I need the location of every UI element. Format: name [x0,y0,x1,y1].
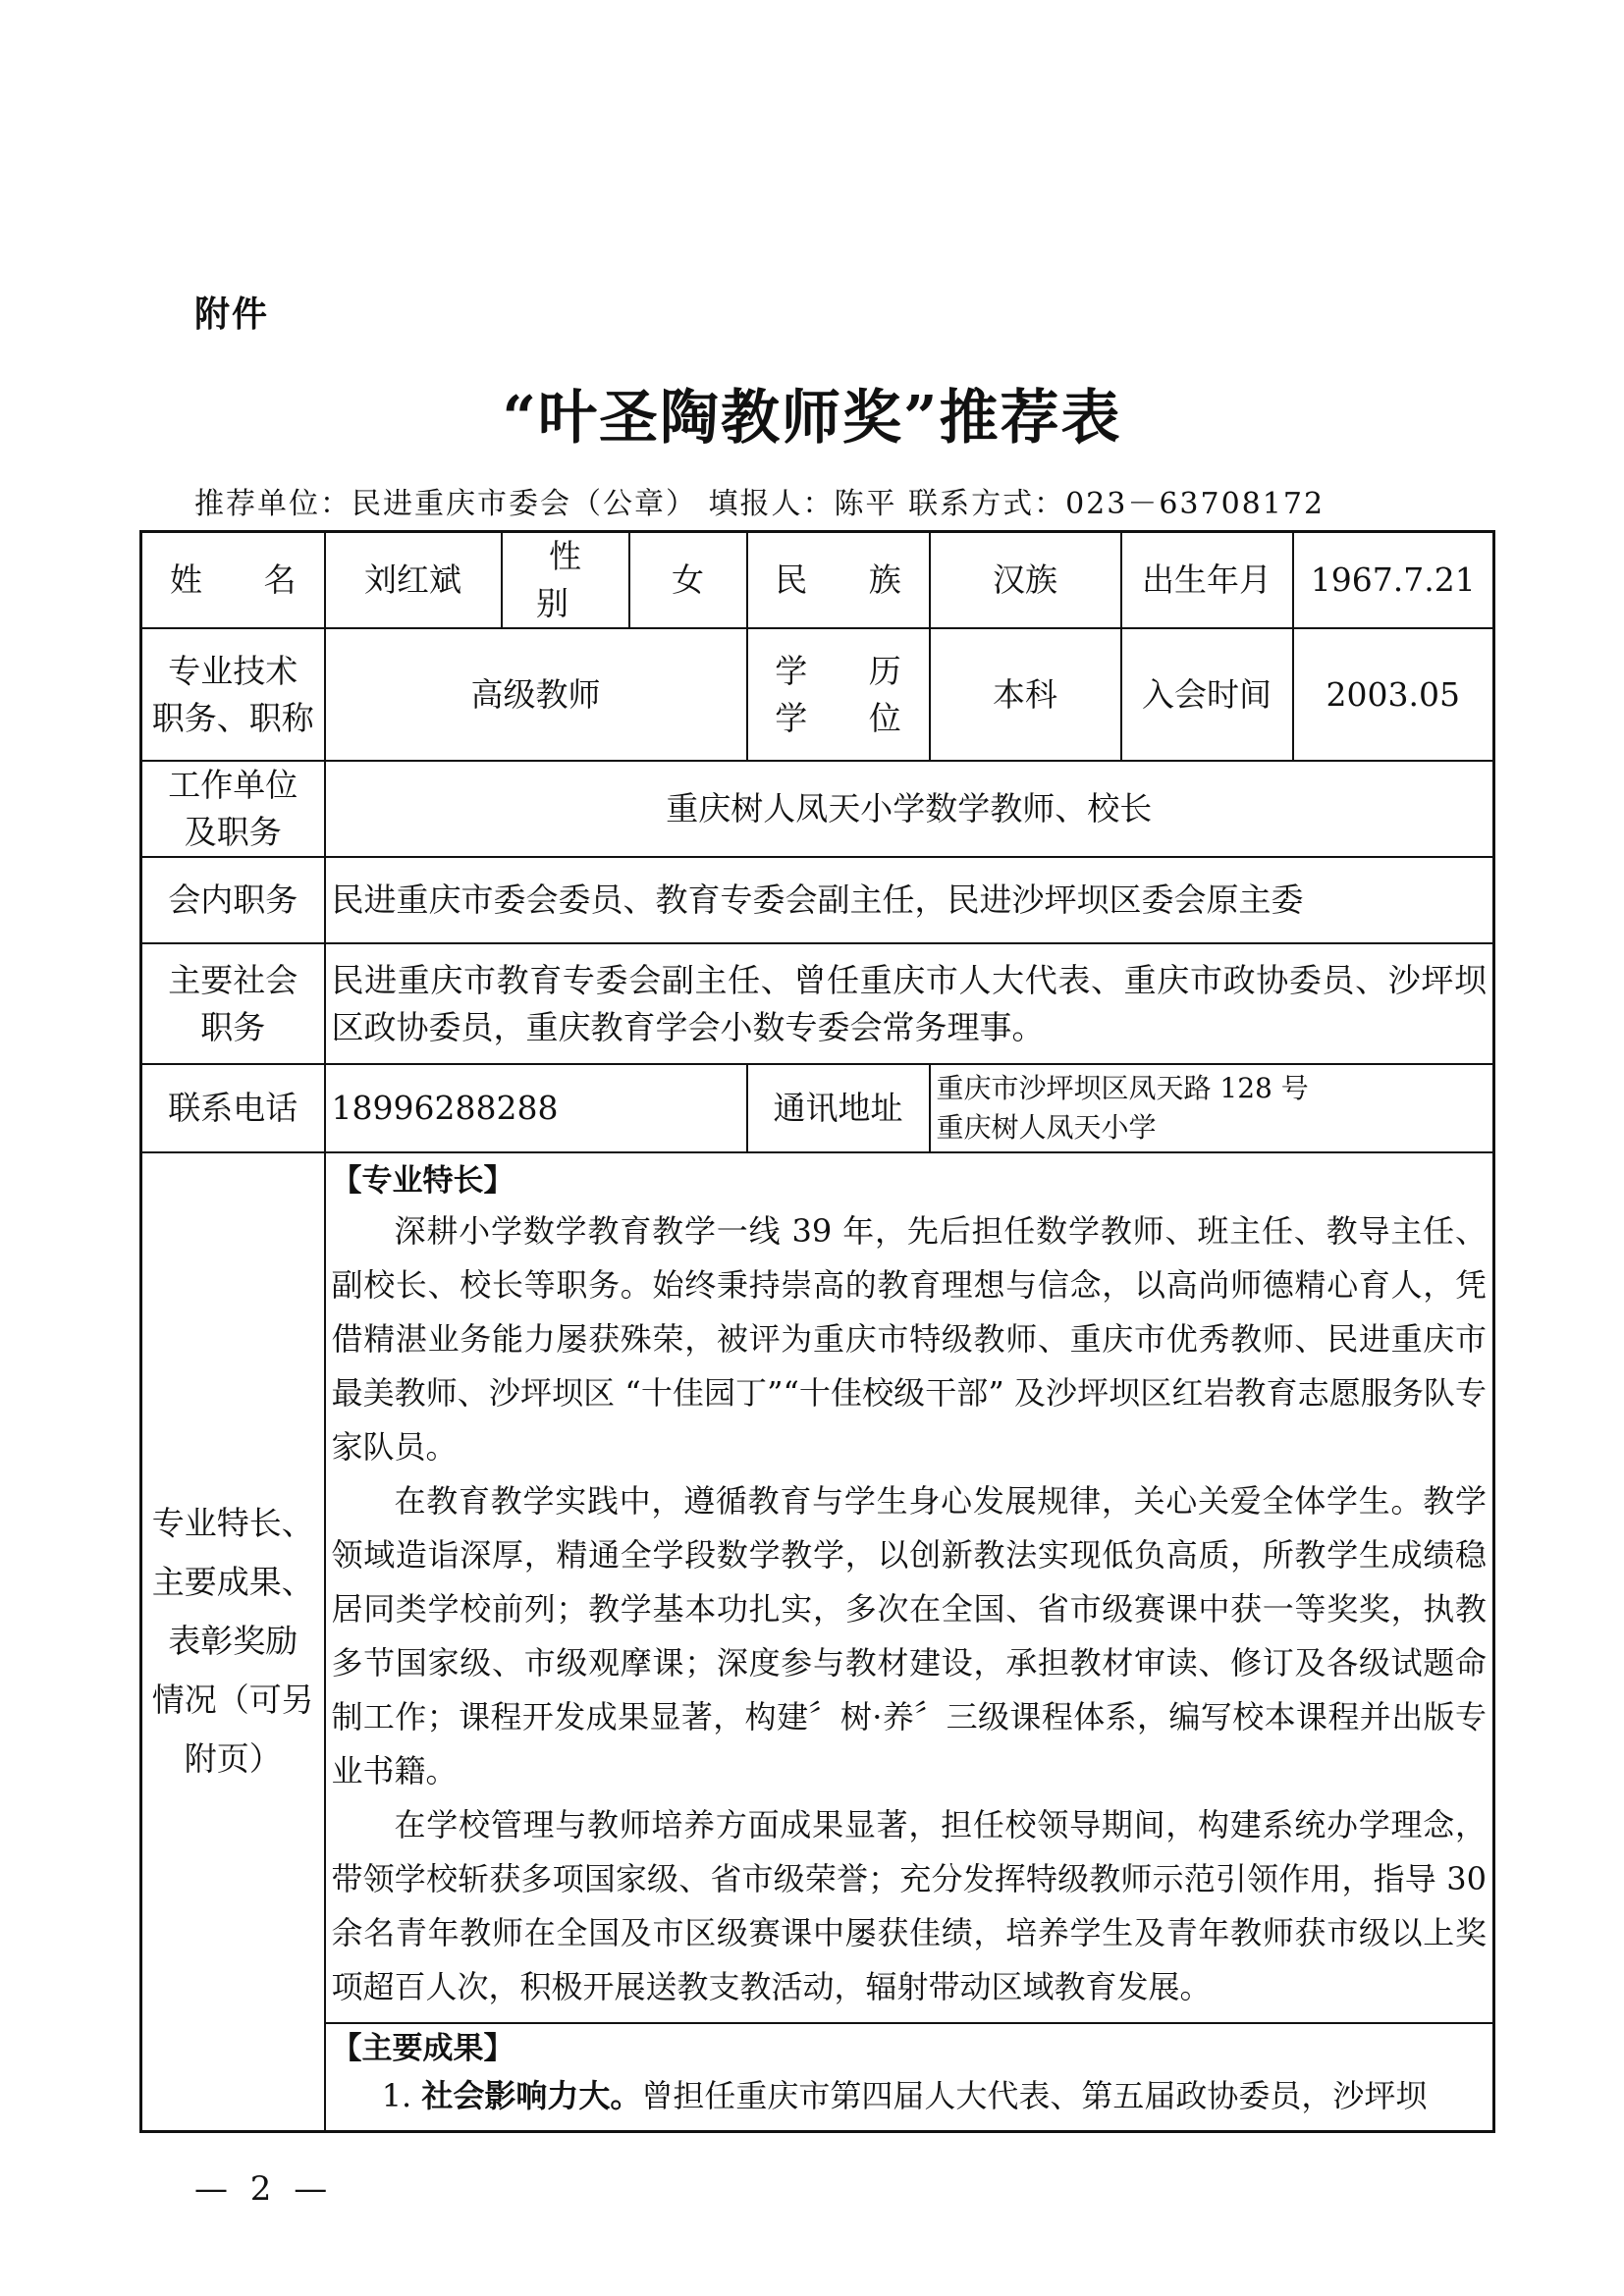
attachment-label: 附件 [194,294,270,335]
work-unit-value: 重庆树人凤天小学数学教师、校长 [325,761,1494,857]
specialty-paragraph-1: 深耕小学数学教育教学一线 39 年，先后担任数学教师、班主任、教导主任、副校长、校长等职务。始终秉持崇高的教育理想与信念，以高尚师德精心育人，凭借精湛业务能力屡获殊荣，被评为重庆市特级教师、重庆市优秀教师、民进重庆市最美教师、沙坪坝区 “十佳园丁”“十佳校级干部” 及沙坪坝区红岩教育志愿服务队专家队员。 [331,1212,1487,1466]
achievements-label-line5: 附页） [184,1739,282,1779]
gender-label: 性 别 [502,532,629,629]
social-post-label [141,943,325,1064]
ethnicity-label: 民 族 [747,532,930,629]
row-basic-info [141,532,1494,629]
achievement-item-1 [332,2071,1488,2120]
social-post-label-line2: 职务 [200,1007,266,1046]
achievements-heading: 【主要成果】 [331,2031,514,2066]
row-work-unit [141,761,1494,857]
achievements-label-line3: 表彰奖励 [168,1622,298,1661]
specialty-section [325,1152,1494,2023]
recommend-info-line: 推荐单位：民进重庆市委会（公章） 填报人：陈平 联系方式：023－63708172 [194,487,1326,521]
education-label-line2: 学 位 [775,698,927,737]
achievements-section [325,2023,1494,2131]
join-date-label: 入会时间 [1121,628,1293,761]
specialty-heading: 【专业特长】 [331,1163,514,1199]
education-label [747,628,930,761]
specialty-paragraph-2: 在教育教学实践中，遵循教育与学生身心发展规律，关心关爱全体学生。教学领域造诣深厚，精通全学段数学教学，以创新教法实现低负高质，所教学生成绩稳居同类学校前列；教学基本功扎实，多次在全国、省市级赛课中获一等奖奖，执教多节国家级、市级观摩课；深度参与教材建设，承担教材审读、修订及各级试题命制工作；课程开发成果显著，构建〞树·养〞三级课程体系，编写校本课程并出版专业书籍。 [331,1482,1487,1789]
work-unit-label-line2: 及职务 [184,813,282,851]
achievements-label [141,1152,325,2131]
recommendation-form-table [139,530,1495,2133]
row-social-post [141,943,1494,1064]
pro-title-label-line2: 职务、职称 [151,698,314,737]
specialty-paragraph-3: 在学校管理与教师培养方面成果显著，担任校领导期间，构建系统办学理念，带领学校斩获多项国家级、省市级荣誉；充分发挥特级教师示范引领作用，指导 30 余名青年教师在全国及市区级赛课中屡获佳绩，培养学生及青年教师获市级以上奖项超百人次，积极开展送教支教活动，辐射带动区域教育发展。 [331,1806,1487,2005]
achievement-item-keyword: 社会影响力大。 [421,2077,642,2114]
address-line-2: 重庆树人凤天小学 [936,1111,1157,1144]
work-unit-label-line1: 工作单位 [168,766,298,804]
pro-title-label [141,628,325,761]
education-value: 本科 [930,628,1121,761]
phone-label: 联系电话 [141,1064,325,1152]
work-unit-label [141,761,325,857]
page-title: “叶圣陶教师奖”推荐表 [502,384,1122,453]
social-post-label-line1: 主要社会 [168,960,298,999]
row-contact [141,1064,1494,1152]
row-specialty [141,1152,1494,2023]
achievements-label-line4: 情况（可另 [151,1681,314,1720]
gender-value: 女 [629,532,747,629]
address-line-1: 重庆市沙坪坝区凤天路 128 号 [936,1072,1309,1104]
achievement-item-text: 曾担任重庆市第四届人大代表、第五届政协委员，沙坪坝 [641,2077,1428,2114]
address-label: 通讯地址 [747,1064,930,1152]
education-label-line1: 学 历 [775,651,927,690]
ethnicity-value: 汉族 [930,532,1121,629]
achievements-label-line1: 专业特长、 [151,1504,314,1543]
phone-value: 18996288288 [325,1064,747,1152]
name-label: 姓 名 [141,532,325,629]
pro-title-value: 高级教师 [325,628,747,761]
page-number: — 2 — [194,2169,334,2209]
achievements-label-line2: 主要成果、 [151,1563,314,1602]
row-achievements [141,2023,1494,2131]
internal-post-value: 民进重庆市委会委员、教育专委会副主任，民进沙坪坝区委会原主委 [325,857,1494,943]
join-date-value: 2003.05 [1293,628,1494,761]
social-post-value: 民进重庆市教育专委会副主任、曾任重庆市人大代表、重庆市政协委员、沙坪坝区政协委员，重庆教育学会小数专委会常务理事。 [325,943,1494,1064]
birth-value: 1967.7.21 [1293,532,1494,629]
address-value [930,1064,1494,1152]
birth-label: 出生年月 [1121,532,1293,629]
row-internal-post [141,857,1494,943]
name-value: 刘红斌 [325,532,502,629]
achievement-item-number: 1. [381,2077,412,2114]
row-title-education [141,628,1494,761]
pro-title-label-line1: 专业技术 [168,651,298,690]
internal-post-label: 会内职务 [141,857,325,943]
